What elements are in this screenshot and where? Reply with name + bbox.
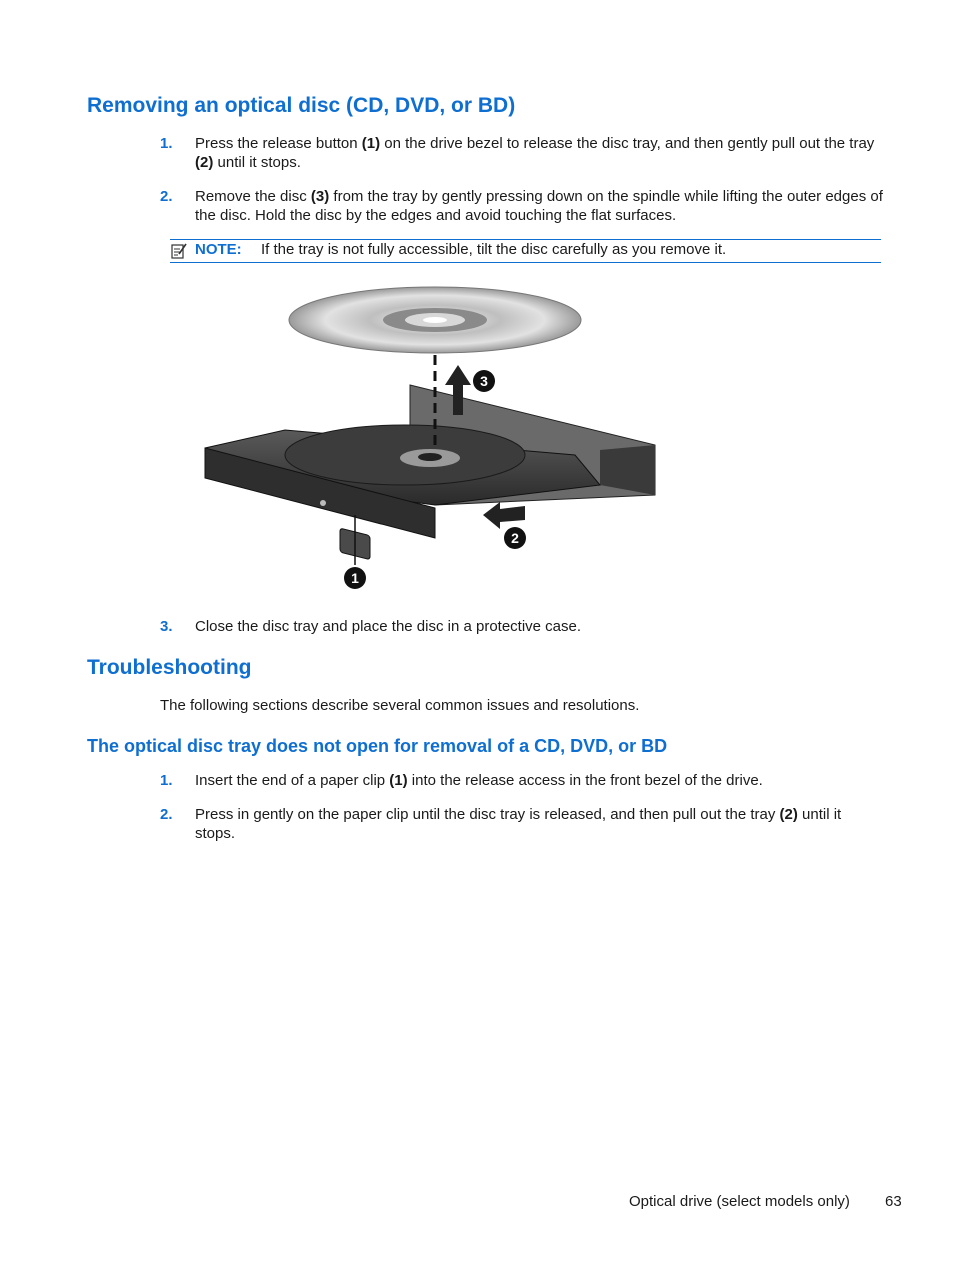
step-number: 1. — [160, 772, 173, 789]
footer-chapter: Optical drive (select models only) — [629, 1193, 850, 1210]
step-text: Press in gently on the paper clip until the disc tray is released, and then pull out the tray (2) until it stops. — [195, 806, 842, 842]
callout-2-label: 2 — [511, 530, 519, 546]
step-number: 2. — [160, 806, 173, 823]
note-text: If the tray is not fully accessible, tilt the disc carefully as you remove it. — [261, 241, 727, 258]
step-text: Press the release button (1) on the drive bezel to release the disc tray, and then gently pull out the tray (2) until it stops. — [195, 135, 875, 171]
callout-3-label: 3 — [480, 373, 488, 389]
drive-body — [205, 385, 655, 560]
step-number: 1. — [160, 135, 173, 152]
step-number: 2. — [160, 188, 173, 205]
note-label: NOTE: — [195, 241, 242, 258]
section-heading-troubleshooting: Troubleshooting — [87, 656, 252, 679]
subsection-heading-tray-not-open: The optical disc tray does not open for removal of a CD, DVD, or BD — [87, 736, 668, 756]
troubleshooting-intro: The following sections describe several common issues and resolutions. — [160, 697, 640, 714]
step-number: 3. — [160, 618, 173, 635]
footer-page-number: 63 — [885, 1193, 902, 1210]
note-box — [170, 239, 881, 263]
step-text: Close the disc tray and place the disc in a protective case. — [195, 618, 582, 635]
callout-3 — [473, 370, 495, 392]
note-icon — [170, 242, 188, 264]
slide-arrow — [483, 502, 525, 529]
section-heading-removing-disc: Removing an optical disc (CD, DVD, or BD) — [87, 94, 516, 117]
disc — [289, 287, 581, 353]
step-text: Remove the disc (3) from the tray by gently pressing down on the spindle while lifting the outer edges of the disc. Hold the disc by the edges and avoid touching the flat surfaces. — [195, 188, 883, 224]
step-text: Insert the end of a paper clip (1) into the release access in the front bezel of the drive. — [195, 772, 763, 789]
callout-2 — [504, 527, 526, 549]
callout-1 — [344, 567, 366, 589]
callout-1-label: 1 — [351, 570, 359, 586]
optical-drive-illustration — [195, 280, 675, 600]
